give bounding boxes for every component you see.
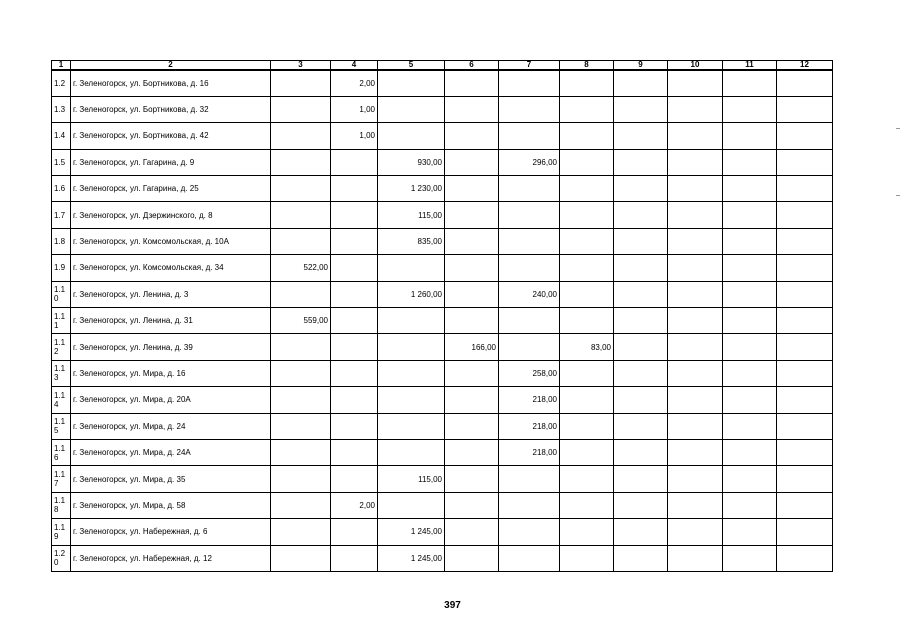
- value-cell: [614, 439, 668, 465]
- value-cell: [271, 149, 331, 175]
- address-cell: г. Зеленогорск, ул. Ленина, д. 31: [71, 308, 271, 334]
- value-cell: [614, 360, 668, 386]
- value-cell: [560, 308, 614, 334]
- value-cell: 835,00: [378, 228, 445, 254]
- header-cell: 5: [378, 61, 445, 71]
- value-cell: [560, 492, 614, 518]
- value-cell: [499, 334, 560, 360]
- value-cell: 522,00: [271, 255, 331, 281]
- value-cell: [378, 439, 445, 465]
- value-cell: [614, 70, 668, 96]
- value-cell: [271, 228, 331, 254]
- value-cell: [560, 70, 614, 96]
- value-cell: [331, 519, 378, 545]
- value-cell: [378, 123, 445, 149]
- value-cell: [560, 228, 614, 254]
- table-row: [52, 360, 833, 386]
- value-cell: 1 245,00: [378, 519, 445, 545]
- table-row: [52, 149, 833, 175]
- value-cell: [331, 387, 378, 413]
- value-cell: [560, 413, 614, 439]
- header-cell: 2: [71, 61, 271, 71]
- value-cell: 2,00: [331, 492, 378, 518]
- value-cell: [445, 176, 499, 202]
- value-cell: [560, 123, 614, 149]
- address-cell: г. Зеленогорск, ул. Бортникова, д. 42: [71, 123, 271, 149]
- value-cell: [445, 492, 499, 518]
- address-cell: г. Зеленогорск, ул. Мира, д. 35: [71, 466, 271, 492]
- value-cell: [331, 202, 378, 228]
- value-cell: [445, 149, 499, 175]
- value-cell: [271, 176, 331, 202]
- value-cell: [560, 519, 614, 545]
- value-cell: [777, 439, 833, 465]
- header-cell: 11: [723, 61, 777, 71]
- value-cell: [499, 255, 560, 281]
- value-cell: 296,00: [499, 149, 560, 175]
- value-cell: [499, 176, 560, 202]
- header-cell: 10: [668, 61, 723, 71]
- value-cell: [271, 492, 331, 518]
- address-cell: г. Зеленогорск, ул. Мира, д. 16: [71, 360, 271, 386]
- value-cell: [331, 308, 378, 334]
- value-cell: [777, 360, 833, 386]
- value-cell: [378, 334, 445, 360]
- value-cell: [499, 519, 560, 545]
- page-number: 397: [444, 600, 461, 611]
- row-index: 1.5: [52, 149, 71, 175]
- table-row: [52, 519, 833, 545]
- table-row: [52, 413, 833, 439]
- value-cell: [614, 228, 668, 254]
- address-cell: г. Зеленогорск, ул. Ленина, д. 3: [71, 281, 271, 307]
- value-cell: [560, 439, 614, 465]
- value-cell: [445, 202, 499, 228]
- value-cell: [777, 387, 833, 413]
- value-cell: [668, 202, 723, 228]
- value-cell: [331, 149, 378, 175]
- value-cell: [445, 96, 499, 122]
- row-index: 1.3: [52, 96, 71, 122]
- address-cell: г. Зеленогорск, ул. Бортникова, д. 32: [71, 96, 271, 122]
- table-row: [52, 202, 833, 228]
- value-cell: [723, 202, 777, 228]
- value-cell: [723, 334, 777, 360]
- value-cell: 240,00: [499, 281, 560, 307]
- value-cell: [723, 228, 777, 254]
- header-cell: 12: [777, 61, 833, 71]
- value-cell: [723, 360, 777, 386]
- value-cell: [614, 96, 668, 122]
- row-index: 1.14: [52, 387, 71, 413]
- table-row: [52, 228, 833, 254]
- value-cell: [668, 176, 723, 202]
- value-cell: [723, 96, 777, 122]
- value-cell: [271, 96, 331, 122]
- row-index: 1.17: [52, 466, 71, 492]
- value-cell: [331, 439, 378, 465]
- value-cell: [445, 439, 499, 465]
- header-cell: 4: [331, 61, 378, 71]
- value-cell: 115,00: [378, 466, 445, 492]
- value-cell: [777, 123, 833, 149]
- value-cell: [777, 70, 833, 96]
- value-cell: [331, 228, 378, 254]
- value-cell: [378, 96, 445, 122]
- value-cell: [777, 413, 833, 439]
- value-cell: [723, 281, 777, 307]
- value-cell: [614, 176, 668, 202]
- row-index: 1.19: [52, 519, 71, 545]
- value-cell: [668, 123, 723, 149]
- value-cell: [777, 466, 833, 492]
- row-index: 1.8: [52, 228, 71, 254]
- value-cell: [499, 492, 560, 518]
- table-row: [52, 255, 833, 281]
- address-cell: г. Зеленогорск, ул. Гагарина, д. 9: [71, 149, 271, 175]
- row-index: 1.9: [52, 255, 71, 281]
- value-cell: [668, 492, 723, 518]
- value-cell: [331, 334, 378, 360]
- value-cell: [668, 545, 723, 571]
- value-cell: [668, 439, 723, 465]
- value-cell: [445, 228, 499, 254]
- value-cell: [614, 413, 668, 439]
- value-cell: [445, 255, 499, 281]
- row-index: 1.13: [52, 360, 71, 386]
- table-row: [52, 281, 833, 307]
- data-table: [51, 60, 833, 572]
- value-cell: 1,00: [331, 123, 378, 149]
- value-cell: [723, 545, 777, 571]
- value-cell: 559,00: [271, 308, 331, 334]
- value-cell: [668, 96, 723, 122]
- table-row: [52, 334, 833, 360]
- address-cell: г. Зеленогорск, ул. Мира, д. 24А: [71, 439, 271, 465]
- table-row: [52, 439, 833, 465]
- value-cell: [777, 545, 833, 571]
- value-cell: [445, 123, 499, 149]
- value-cell: [331, 466, 378, 492]
- value-cell: [723, 519, 777, 545]
- value-cell: [331, 413, 378, 439]
- value-cell: 2,00: [331, 70, 378, 96]
- value-cell: [777, 492, 833, 518]
- table-row: [52, 492, 833, 518]
- value-cell: [271, 545, 331, 571]
- value-cell: 115,00: [378, 202, 445, 228]
- value-cell: [668, 281, 723, 307]
- value-cell: [723, 308, 777, 334]
- table-row: [52, 387, 833, 413]
- value-cell: [271, 70, 331, 96]
- value-cell: 1,00: [331, 96, 378, 122]
- address-cell: г. Зеленогорск, ул. Мира, д. 24: [71, 413, 271, 439]
- row-index: 1.16: [52, 439, 71, 465]
- table-row: [52, 466, 833, 492]
- value-cell: [378, 387, 445, 413]
- header-cell: 1: [52, 61, 71, 71]
- header-cell: 9: [614, 61, 668, 71]
- value-cell: [499, 466, 560, 492]
- value-cell: [378, 413, 445, 439]
- value-cell: [499, 70, 560, 96]
- value-cell: [560, 96, 614, 122]
- value-cell: [668, 308, 723, 334]
- row-index: 1.6: [52, 176, 71, 202]
- value-cell: 218,00: [499, 387, 560, 413]
- value-cell: [271, 360, 331, 386]
- value-cell: [560, 202, 614, 228]
- value-cell: [723, 123, 777, 149]
- value-cell: [331, 281, 378, 307]
- value-cell: [614, 202, 668, 228]
- value-cell: 218,00: [499, 439, 560, 465]
- value-cell: [271, 202, 331, 228]
- header-row: [52, 61, 833, 71]
- value-cell: [499, 96, 560, 122]
- header-cell: 7: [499, 61, 560, 71]
- value-cell: [445, 360, 499, 386]
- value-cell: [723, 176, 777, 202]
- value-cell: [499, 308, 560, 334]
- table-row: [52, 176, 833, 202]
- value-cell: [723, 492, 777, 518]
- value-cell: [560, 387, 614, 413]
- address-cell: г. Зеленогорск, ул. Набережная, д. 6: [71, 519, 271, 545]
- value-cell: 1 245,00: [378, 545, 445, 571]
- value-cell: [668, 519, 723, 545]
- value-cell: [378, 308, 445, 334]
- value-cell: [331, 255, 378, 281]
- value-cell: [560, 255, 614, 281]
- value-cell: [614, 149, 668, 175]
- value-cell: [560, 149, 614, 175]
- address-cell: г. Зеленогорск, ул. Мира, д. 20А: [71, 387, 271, 413]
- value-cell: [614, 466, 668, 492]
- value-cell: [445, 281, 499, 307]
- value-cell: [614, 519, 668, 545]
- value-cell: [271, 334, 331, 360]
- row-index: 1.20: [52, 545, 71, 571]
- value-cell: [331, 545, 378, 571]
- value-cell: [668, 360, 723, 386]
- margin-mark: [896, 128, 900, 129]
- value-cell: [723, 439, 777, 465]
- table-row: [52, 96, 833, 122]
- value-cell: [271, 439, 331, 465]
- value-cell: [614, 308, 668, 334]
- value-cell: [777, 228, 833, 254]
- value-cell: [560, 360, 614, 386]
- value-cell: [777, 255, 833, 281]
- value-cell: [614, 334, 668, 360]
- value-cell: [723, 255, 777, 281]
- address-cell: г. Зеленогорск, ул. Дзержинского, д. 8: [71, 202, 271, 228]
- header-cell: 6: [445, 61, 499, 71]
- value-cell: [560, 545, 614, 571]
- value-cell: [777, 96, 833, 122]
- row-index: 1.10: [52, 281, 71, 307]
- value-cell: [271, 519, 331, 545]
- row-index: 1.15: [52, 413, 71, 439]
- value-cell: 1 230,00: [378, 176, 445, 202]
- value-cell: [614, 387, 668, 413]
- value-cell: [560, 466, 614, 492]
- value-cell: 83,00: [560, 334, 614, 360]
- value-cell: [777, 176, 833, 202]
- value-cell: [331, 176, 378, 202]
- value-cell: [499, 228, 560, 254]
- value-cell: [271, 413, 331, 439]
- header-cell: 3: [271, 61, 331, 71]
- value-cell: [378, 70, 445, 96]
- value-cell: [378, 360, 445, 386]
- address-cell: г. Зеленогорск, ул. Комсомольская, д. 10А: [71, 228, 271, 254]
- row-index: 1.4: [52, 123, 71, 149]
- value-cell: [668, 255, 723, 281]
- value-cell: [499, 545, 560, 571]
- table-row: [52, 70, 833, 96]
- value-cell: [560, 176, 614, 202]
- row-index: 1.18: [52, 492, 71, 518]
- value-cell: [777, 149, 833, 175]
- address-cell: г. Зеленогорск, ул. Набережная, д. 12: [71, 545, 271, 571]
- value-cell: [271, 387, 331, 413]
- value-cell: [723, 413, 777, 439]
- value-cell: [614, 492, 668, 518]
- value-cell: [499, 123, 560, 149]
- table-row: [52, 123, 833, 149]
- value-cell: [777, 334, 833, 360]
- address-cell: г. Зеленогорск, ул. Гагарина, д. 25: [71, 176, 271, 202]
- value-cell: [723, 387, 777, 413]
- table-body: [52, 70, 833, 571]
- address-cell: г. Зеленогорск, ул. Мира, д. 58: [71, 492, 271, 518]
- value-cell: [668, 149, 723, 175]
- table-row: [52, 545, 833, 571]
- value-cell: [560, 281, 614, 307]
- value-cell: [668, 70, 723, 96]
- row-index: 1.7: [52, 202, 71, 228]
- value-cell: [668, 334, 723, 360]
- value-cell: [445, 413, 499, 439]
- value-cell: [378, 492, 445, 518]
- value-cell: [445, 545, 499, 571]
- value-cell: [614, 545, 668, 571]
- value-cell: [668, 413, 723, 439]
- row-index: 1.12: [52, 334, 71, 360]
- value-cell: 166,00: [445, 334, 499, 360]
- value-cell: [331, 360, 378, 386]
- row-index: 1.2: [52, 70, 71, 96]
- value-cell: [777, 519, 833, 545]
- value-cell: [614, 281, 668, 307]
- value-cell: [445, 308, 499, 334]
- value-cell: [445, 70, 499, 96]
- value-cell: [723, 149, 777, 175]
- value-cell: 258,00: [499, 360, 560, 386]
- address-cell: г. Зеленогорск, ул. Бортникова, д. 16: [71, 70, 271, 96]
- value-cell: [378, 255, 445, 281]
- row-index: 1.11: [52, 308, 71, 334]
- value-cell: [445, 387, 499, 413]
- value-cell: 218,00: [499, 413, 560, 439]
- value-cell: [614, 255, 668, 281]
- margin-mark: [896, 195, 900, 196]
- table-row: [52, 308, 833, 334]
- value-cell: [614, 123, 668, 149]
- value-cell: [777, 308, 833, 334]
- value-cell: [445, 466, 499, 492]
- value-cell: [723, 466, 777, 492]
- value-cell: [668, 466, 723, 492]
- value-cell: [445, 519, 499, 545]
- value-cell: [271, 466, 331, 492]
- value-cell: [723, 70, 777, 96]
- address-cell: г. Зеленогорск, ул. Ленина, д. 39: [71, 334, 271, 360]
- value-cell: [777, 281, 833, 307]
- value-cell: 1 260,00: [378, 281, 445, 307]
- address-cell: г. Зеленогорск, ул. Комсомольская, д. 34: [71, 255, 271, 281]
- value-cell: [668, 387, 723, 413]
- value-cell: [777, 202, 833, 228]
- value-cell: [271, 123, 331, 149]
- value-cell: [271, 281, 331, 307]
- header-cell: 8: [560, 61, 614, 71]
- value-cell: 930,00: [378, 149, 445, 175]
- value-cell: [499, 202, 560, 228]
- value-cell: [668, 228, 723, 254]
